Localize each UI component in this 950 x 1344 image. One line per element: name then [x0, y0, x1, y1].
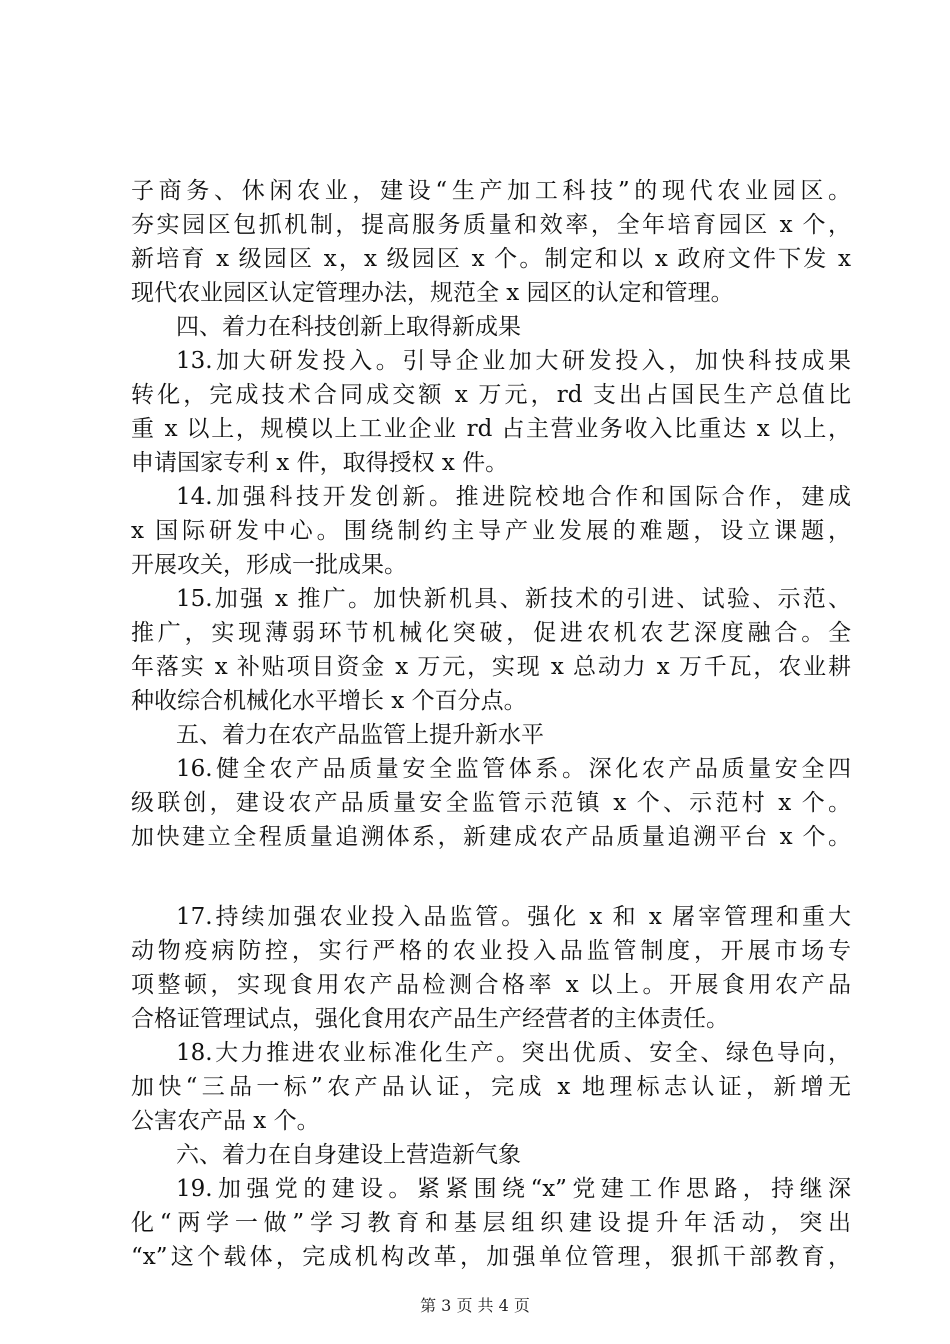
section-heading: 五、着力在农产品监管上提升新水平	[176, 722, 544, 748]
text-line: 公害农产品 x 个。	[131, 1108, 320, 1134]
page-footer: 第 3 页 共 4 页	[420, 1296, 530, 1315]
text-line: 推广，实现薄弱环节机械化突破，促进农机农艺深度融合。全	[131, 620, 851, 646]
text-line: 新培育 x 级园区 x，x 级园区 x 个。制定和以 x 政府文件下发 x	[131, 246, 851, 272]
text-line: 17.持续加强农业投入品监管。强化 x 和 x 屠宰管理和重大	[176, 904, 851, 930]
text-line: 项整顿，实现食用农产品检测合格率 x 以上。开展食用农产品	[131, 972, 851, 998]
text-line: 重 x 以上，规模以上工业企业 rd 占主营业务收入比重达 x 以上，	[131, 416, 851, 442]
text-line: 15.加强 x 推广。加快新机具、新技术的引进、试验、示范、	[176, 586, 851, 612]
text-line: 申请国家专利 x 件，取得授权 x 件。	[131, 450, 509, 476]
text-line: 种收综合机械化水平增长 x 个百分点。	[131, 688, 527, 714]
text-line: 开展攻关，形成一批成果。	[131, 552, 407, 578]
text-line: 18.大力推进农业标准化生产。突出优质、安全、绿色导向，	[176, 1040, 851, 1066]
text-line: 现代农业园区认定管理办法，规范全 x 园区的认定和管理。	[131, 280, 734, 306]
text-line: 级联创，建设农产品质量安全监管示范镇 x 个、示范村 x 个。	[131, 790, 851, 816]
text-line: 化“两学一做”学习教育和基层组织建设提升年活动，突出	[131, 1210, 851, 1236]
text-line: 子商务、休闲农业，建设“生产加工科技”的现代农业园区。	[131, 178, 851, 204]
text-line: 16.健全农产品质量安全监管体系。深化农产品质量安全四	[176, 756, 851, 782]
section-heading: 六、着力在自身建设上营造新气象	[176, 1142, 521, 1168]
text-line: “x”这个载体，完成机构改革，加强单位管理，狠抓干部教育，	[131, 1244, 851, 1270]
text-line: 加快“三品一标”农产品认证，完成 x 地理标志认证，新增无	[131, 1074, 851, 1100]
text-line: 加快建立全程质量追溯体系，新建成农产品质量追溯平台 x 个。	[131, 824, 851, 850]
text-line: x 国际研发中心。围绕制约主导产业发展的难题，设立课题，	[131, 518, 851, 544]
text-line: 转化，完成技术合同成交额 x 万元，rd 支出占国民生产总值比	[131, 382, 851, 408]
text-line: 动物疫病防控，实行严格的农业投入品监管制度，开展市场专	[131, 938, 851, 964]
text-line: 14.加强科技开发创新。推进院校地合作和国际合作，建成	[176, 484, 851, 510]
section-heading: 四、着力在科技创新上取得新成果	[176, 314, 521, 340]
text-line: 夯实园区包抓机制，提高服务质量和效率，全年培育园区 x 个，	[131, 212, 851, 238]
text-line: 年落实 x 补贴项目资金 x 万元，实现 x 总动力 x 万千瓦，农业耕	[131, 654, 851, 680]
text-line: 13.加大研发投入。引导企业加大研发投入，加快科技成果	[176, 348, 851, 374]
text-line: 19.加强党的建设。紧紧围绕“x”党建工作思路，持继深	[176, 1176, 851, 1202]
text-line: 合格证管理试点，强化食用农产品生产经营者的主体责任。	[131, 1006, 729, 1032]
